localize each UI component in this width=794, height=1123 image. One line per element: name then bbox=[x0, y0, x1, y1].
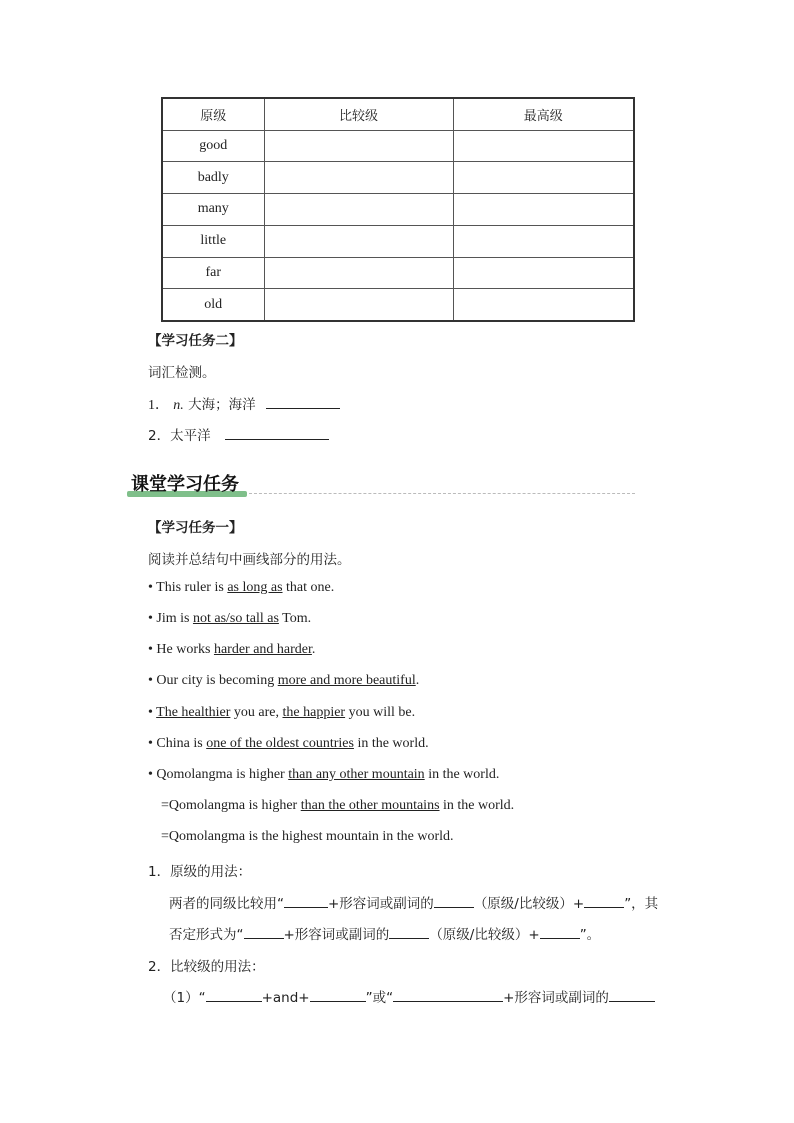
answer-cell[interactable] bbox=[264, 162, 453, 194]
task2-intro: 词汇检测。 bbox=[148, 365, 216, 381]
rule-text: +and+ bbox=[261, 990, 310, 1006]
answer-blank[interactable] bbox=[609, 989, 655, 1002]
answer-blank[interactable] bbox=[244, 926, 284, 939]
answer-blank[interactable] bbox=[284, 895, 328, 908]
section-title: 课堂学习任务 bbox=[131, 474, 239, 495]
underlined-phrase: the happier bbox=[282, 705, 346, 720]
rule-text: +形容词或副词的 bbox=[283, 927, 390, 943]
comparison-forms-table bbox=[161, 97, 635, 322]
usage-rule-line bbox=[169, 892, 658, 912]
sentence-text: • China is bbox=[148, 736, 207, 751]
underlined-phrase: The healthier bbox=[156, 705, 231, 720]
example-sentence: =Qomolangma is the highest mountain in the world. bbox=[161, 829, 454, 844]
sentence-text: in the world. bbox=[353, 736, 429, 751]
table-row bbox=[162, 130, 634, 162]
header-comparative: 比较级 bbox=[264, 98, 453, 130]
answer-cell[interactable] bbox=[264, 257, 453, 289]
answer-blank[interactable] bbox=[310, 989, 366, 1002]
rule-text: +形容词或副词的 bbox=[503, 990, 609, 1006]
sentence-text: . bbox=[415, 673, 420, 688]
sentence-text: • Qomolangma is higher bbox=[148, 767, 289, 782]
rule-text: ”，其 bbox=[624, 896, 659, 912]
sentence-text: • He works bbox=[148, 642, 214, 657]
answer-cell[interactable] bbox=[264, 225, 453, 257]
sentence-text: • bbox=[148, 705, 157, 720]
sentence-text: Tom. bbox=[278, 611, 312, 626]
usage-heading-1: 1．原级的用法： bbox=[148, 864, 252, 880]
answer-cell[interactable] bbox=[264, 130, 453, 162]
underlined-phrase: than the other mountains bbox=[300, 798, 440, 813]
answer-blank[interactable] bbox=[434, 895, 474, 908]
word-cell: good bbox=[162, 130, 264, 162]
table-row bbox=[162, 194, 634, 226]
sentence-text: you will be. bbox=[345, 705, 416, 720]
answer-cell[interactable] bbox=[453, 225, 634, 257]
rule-text: （原级/比较级）+ bbox=[429, 927, 540, 943]
answer-blank[interactable] bbox=[266, 396, 340, 409]
header-positive: 原级 bbox=[162, 98, 264, 130]
word-cell: old bbox=[162, 289, 264, 321]
sentence-text: • This ruler is bbox=[148, 580, 228, 595]
part-of-speech: n. bbox=[173, 398, 184, 413]
example-sentence bbox=[148, 611, 311, 627]
table-row bbox=[162, 162, 634, 194]
rule-text: （原级/比较级）+ bbox=[473, 896, 585, 912]
example-sentence bbox=[148, 673, 419, 689]
answer-blank[interactable] bbox=[584, 895, 624, 908]
example-sentence bbox=[148, 736, 429, 752]
rule-text: （1）“ bbox=[163, 990, 206, 1006]
sentence-text: you are, bbox=[230, 705, 283, 720]
word-cell: far bbox=[162, 257, 264, 289]
table-row bbox=[162, 257, 634, 289]
item-number: 1． bbox=[148, 398, 169, 413]
table-header-row bbox=[162, 98, 634, 130]
task1-title: 【学习任务一】 bbox=[148, 520, 243, 536]
sentence-text: • Our city is becoming bbox=[148, 673, 278, 688]
item-text: 大海；海洋 bbox=[188, 397, 256, 413]
sentence-text: that one. bbox=[282, 580, 335, 595]
answer-cell[interactable] bbox=[453, 130, 634, 162]
usage-rule-line bbox=[169, 923, 600, 943]
header-superlative: 最高级 bbox=[453, 98, 634, 130]
answer-cell[interactable] bbox=[264, 194, 453, 226]
word-cell: badly bbox=[162, 162, 264, 194]
usage-rule-line bbox=[163, 986, 655, 1006]
rule-text: 否定形式为“ bbox=[169, 927, 244, 943]
task1-intro: 阅读并总结句中画线部分的用法。 bbox=[148, 552, 351, 568]
table-row bbox=[162, 289, 634, 321]
vocab-item-1 bbox=[148, 393, 340, 414]
answer-blank[interactable] bbox=[393, 989, 503, 1002]
word-cell: many bbox=[162, 194, 264, 226]
word-cell: little bbox=[162, 225, 264, 257]
underlined-phrase: than any other mountain bbox=[288, 767, 425, 782]
answer-blank[interactable] bbox=[540, 926, 580, 939]
answer-cell[interactable] bbox=[453, 257, 634, 289]
answer-cell[interactable] bbox=[453, 289, 634, 321]
underlined-phrase: as long as bbox=[227, 580, 283, 595]
answer-blank[interactable] bbox=[225, 427, 329, 440]
answer-cell[interactable] bbox=[453, 194, 634, 226]
rule-text: 两者的同级比较用“ bbox=[169, 896, 284, 912]
rule-text: +形容词或副词的 bbox=[328, 896, 434, 912]
answer-blank[interactable] bbox=[389, 926, 429, 939]
example-sentence bbox=[161, 798, 514, 814]
sentence-text: . bbox=[311, 642, 316, 657]
example-sentence bbox=[148, 705, 415, 721]
example-sentence bbox=[148, 767, 499, 783]
item-text: 2．太平洋 bbox=[148, 428, 211, 444]
answer-cell[interactable] bbox=[453, 162, 634, 194]
example-sentence bbox=[148, 580, 334, 596]
task2-title: 【学习任务二】 bbox=[148, 333, 243, 349]
underlined-phrase: not as/so tall as bbox=[192, 611, 279, 626]
rule-text: ”或“ bbox=[365, 990, 394, 1006]
answer-blank[interactable] bbox=[206, 989, 262, 1002]
answer-cell[interactable] bbox=[264, 289, 453, 321]
sentence-text: in the world. bbox=[439, 798, 515, 813]
section-divider bbox=[249, 493, 635, 494]
vocab-item-2 bbox=[148, 424, 329, 444]
sentence-text: =Qomolangma is higher bbox=[161, 798, 301, 813]
underlined-phrase: harder and harder bbox=[213, 642, 312, 657]
example-sentence bbox=[148, 642, 315, 658]
sentence-text: in the world. bbox=[424, 767, 500, 782]
rule-text: ”。 bbox=[579, 927, 601, 943]
sentence-text: • Jim is bbox=[148, 611, 193, 626]
underlined-phrase: one of the oldest countries bbox=[206, 736, 354, 751]
underlined-phrase: more and more beautiful bbox=[277, 673, 416, 688]
usage-heading-2: 2．比较级的用法： bbox=[148, 959, 265, 975]
table-row bbox=[162, 225, 634, 257]
